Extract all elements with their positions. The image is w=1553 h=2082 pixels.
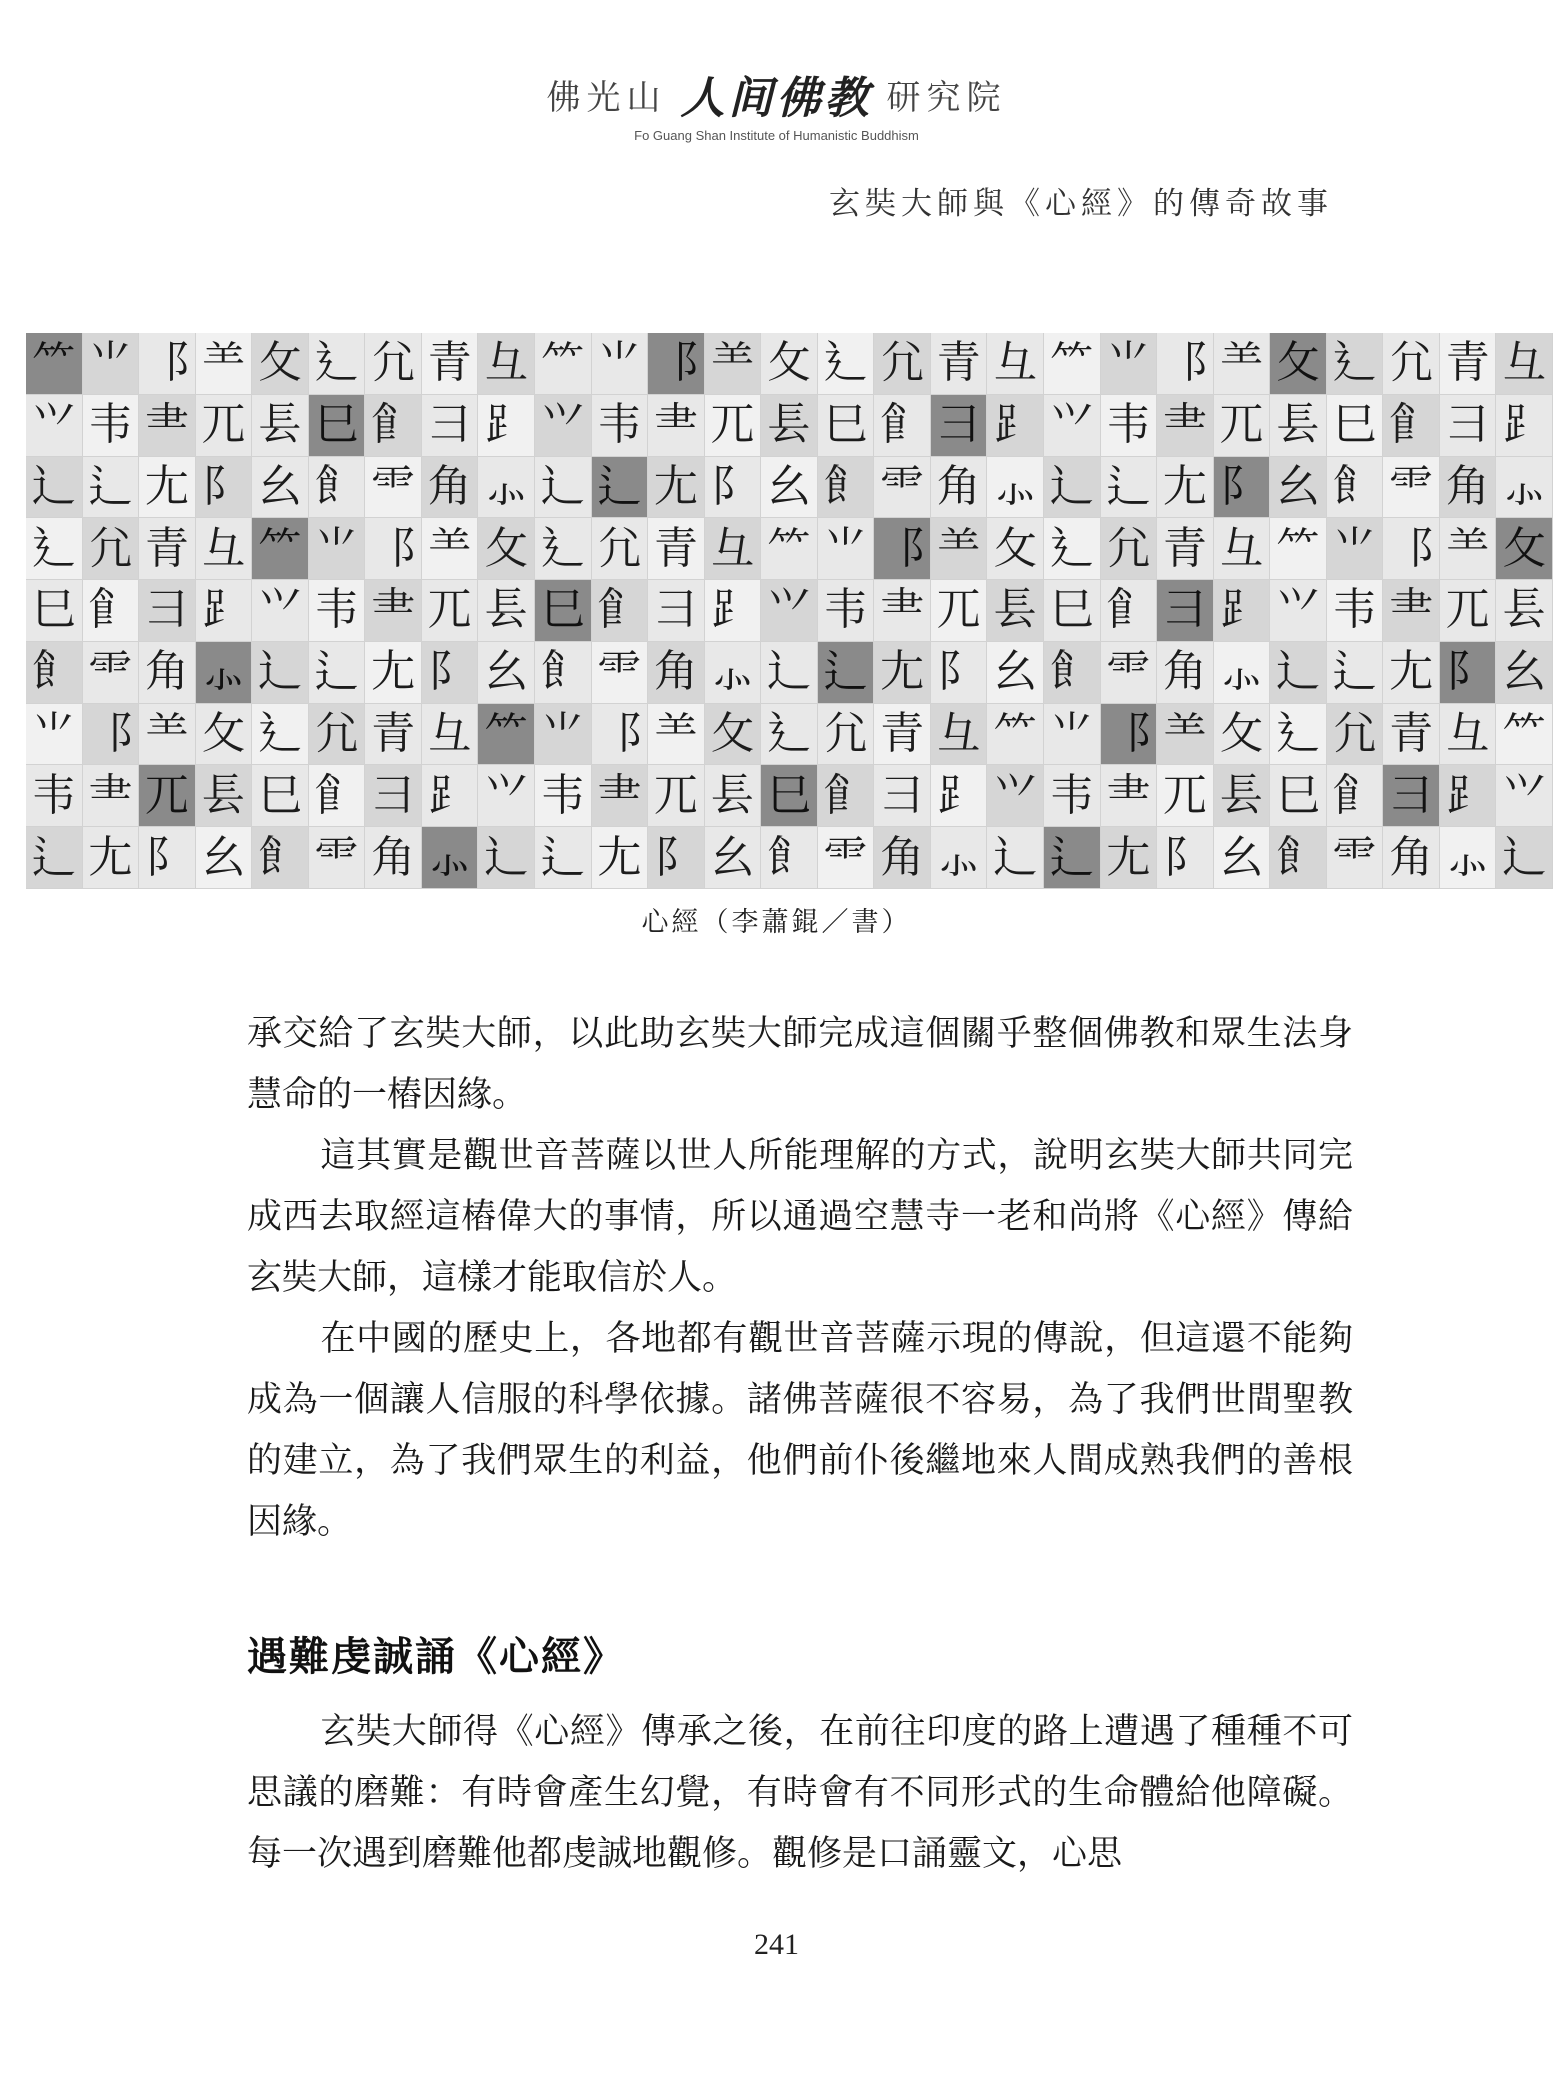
calligraphy-glyph: ⻏ — [1157, 333, 1214, 395]
calligraphy-glyph: ⺎ — [1214, 395, 1271, 457]
calligraphy-glyph: ⺮ — [535, 333, 592, 395]
calligraphy-glyph: ⻆ — [874, 827, 931, 889]
calligraphy-glyph: ⺍ — [1270, 580, 1327, 642]
calligraphy-glyph: ⻟ — [252, 827, 309, 889]
calligraphy-glyph: ⺙ — [1270, 333, 1327, 395]
calligraphy-glyph: ⻖ — [196, 457, 253, 519]
calligraphy-glyph: ⺓ — [761, 457, 818, 519]
calligraphy-glyph: ⺷ — [1214, 333, 1271, 395]
calligraphy-glyph: ⻙ — [535, 765, 592, 827]
institute-logo — [547, 62, 1007, 126]
calligraphy-glyph: ⺕ — [1157, 580, 1214, 642]
calligraphy-glyph: ⺻ — [1101, 765, 1158, 827]
calligraphy-glyph: ⻎ — [1044, 518, 1101, 580]
calligraphy-glyph: ⻌ — [1496, 827, 1553, 889]
calligraphy-glyph: ⻊ — [422, 765, 479, 827]
calligraphy-glyph: ⺓ — [705, 827, 762, 889]
calligraphy-glyph: ⺻ — [592, 765, 649, 827]
calligraphy-glyph: ⺗ — [422, 827, 479, 889]
calligraphy-glyph: ⻘ — [1440, 333, 1497, 395]
calligraphy-glyph: ⺷ — [648, 704, 705, 766]
calligraphy-glyph: ⻙ — [592, 395, 649, 457]
calligraphy-glyph: ⺮ — [987, 704, 1044, 766]
calligraphy-glyph: ⺕ — [648, 580, 705, 642]
calligraphy-glyph: ⻗ — [365, 457, 422, 519]
calligraphy-glyph: ⺓ — [478, 642, 535, 704]
calligraphy-glyph: ⻘ — [139, 518, 196, 580]
calligraphy-glyph: ⻎ — [818, 333, 875, 395]
calligraphy-glyph: ⺗ — [1440, 827, 1497, 889]
calligraphy-glyph: ⻎ — [309, 333, 366, 395]
calligraphy-glyph: ⺙ — [987, 518, 1044, 580]
calligraphy-glyph: ⺐ — [648, 457, 705, 519]
calligraphy-glyph: ⺒ — [818, 395, 875, 457]
calligraphy-glyph: ⻌ — [26, 457, 83, 519]
calligraphy-glyph: ⺔ — [1214, 518, 1271, 580]
calligraphy-glyph: ⺑ — [1101, 518, 1158, 580]
calligraphy-glyph: ⺐ — [83, 827, 140, 889]
calligraphy-glyph: ⻖ — [1214, 457, 1271, 519]
calligraphy-glyph: ⻘ — [422, 333, 479, 395]
calligraphy-glyph: ⺌ — [592, 333, 649, 395]
calligraphy-glyph: ⻍ — [1044, 827, 1101, 889]
calligraphy-glyph: ⻒ — [196, 765, 253, 827]
calligraphy-glyph: ⺑ — [83, 518, 140, 580]
calligraphy-glyph: ⻟ — [535, 642, 592, 704]
calligraphy-glyph: ⻆ — [365, 827, 422, 889]
calligraphy-glyph: ⺎ — [931, 580, 988, 642]
calligraphy-glyph: ⺗ — [1496, 457, 1553, 519]
calligraphy-glyph: ⻙ — [818, 580, 875, 642]
calligraphy-glyph: ⺙ — [1214, 704, 1271, 766]
calligraphy-glyph: ⺗ — [705, 642, 762, 704]
calligraphy-glyph: ⺐ — [874, 642, 931, 704]
calligraphy-glyph: ⻆ — [1440, 457, 1497, 519]
calligraphy-glyph: ⻌ — [1044, 457, 1101, 519]
calligraphy-glyph: ⻞ — [874, 395, 931, 457]
calligraphy-glyph: ⺔ — [196, 518, 253, 580]
header-subtitle: Fo Guang Shan Institute of Humanistic Buddhism — [634, 128, 919, 143]
calligraphy-glyph: ⻗ — [83, 642, 140, 704]
calligraphy-glyph: ⻍ — [818, 642, 875, 704]
calligraphy-glyph: ⻎ — [252, 704, 309, 766]
calligraphy-glyph: ⺗ — [931, 827, 988, 889]
calligraphy-glyph: ⻞ — [83, 580, 140, 642]
calligraphy-glyph: ⻎ — [1270, 704, 1327, 766]
calligraphy-glyph: ⻎ — [535, 518, 592, 580]
calligraphy-glyph: ⻘ — [1383, 704, 1440, 766]
calligraphy-glyph: ⻏ — [648, 333, 705, 395]
calligraphy-glyph: ⻎ — [1327, 333, 1384, 395]
calligraphy-glyph: ⻖ — [1157, 827, 1214, 889]
calligraphy-glyph: ⺔ — [987, 333, 1044, 395]
calligraphy-glyph: ⺌ — [535, 704, 592, 766]
calligraphy-glyph: ⺙ — [761, 333, 818, 395]
calligraphy-glyph: ⺎ — [139, 765, 196, 827]
calligraphy-glyph: ⻌ — [1270, 642, 1327, 704]
calligraphy-glyph: ⺮ — [26, 333, 83, 395]
calligraphy-glyph: ⺷ — [1157, 704, 1214, 766]
page-number: 241 — [754, 1928, 799, 1961]
calligraphy-glyph: ⻒ — [705, 765, 762, 827]
calligraphy-glyph: ⻒ — [478, 580, 535, 642]
paragraph: 這其實是觀世音菩薩以世人所能理解的方式，說明玄奘大師共同完成西去取經這樁偉大的事情，所以通過空慧寺一老和尚將《心經》傳給玄奘大師，這樣才能取信於人。 — [247, 1136, 1353, 1298]
calligraphy-glyph: ⻆ — [1157, 642, 1214, 704]
calligraphy-glyph: ⻞ — [365, 395, 422, 457]
calligraphy-glyph: ⺎ — [422, 580, 479, 642]
header-right-text: 研究院 — [886, 77, 1007, 118]
calligraphy-glyph: ⻟ — [818, 457, 875, 519]
calligraphy-glyph: ⻒ — [987, 580, 1044, 642]
calligraphy-glyph: ⺔ — [705, 518, 762, 580]
calligraphy-glyph: ⺙ — [705, 704, 762, 766]
calligraphy-glyph: ⺕ — [422, 395, 479, 457]
paragraph: 玄奘大師得《心經》傳承之後，在前往印度的路上遭遇了種種不可思議的磨難：有時會產生幻覺，有時會有不同形式的生命體給他障礙。每一次遇到磨難他都虔誠地觀修。觀修是口誦靈文，心思 — [247, 1712, 1353, 1874]
calligraphy-glyph: ⺷ — [196, 333, 253, 395]
calligraphy-glyph: ⺐ — [1157, 457, 1214, 519]
calligraphy-glyph: ⺑ — [818, 704, 875, 766]
calligraphy-glyph: ⺑ — [1327, 704, 1384, 766]
calligraphy-glyph: ⻊ — [1440, 765, 1497, 827]
calligraphy-glyph: ⺑ — [874, 333, 931, 395]
calligraphy-glyph: ⻙ — [1044, 765, 1101, 827]
calligraphy-glyph: ⺓ — [196, 827, 253, 889]
calligraphy-glyph: ⺷ — [422, 518, 479, 580]
calligraphy-glyph: ⺔ — [1440, 704, 1497, 766]
paragraph-continuation: 承交給了玄奘大師，以此助玄奘大師完成這個關乎整個佛教和眾生法身慧命的一樁因緣。 — [247, 1014, 1353, 1115]
calligraphy-glyph: ⺙ — [196, 704, 253, 766]
calligraphy-glyph: ⺌ — [1044, 704, 1101, 766]
calligraphy-glyph: ⺍ — [987, 765, 1044, 827]
calligraphy-glyph: ⻍ — [26, 827, 83, 889]
calligraphy-glyph: ⺮ — [1270, 518, 1327, 580]
calligraphy-glyph: ⺍ — [478, 765, 535, 827]
calligraphy-glyph: ⺒ — [1044, 580, 1101, 642]
calligraphy-glyph: ⺐ — [1383, 642, 1440, 704]
figure-caption: 心經（李蕭錕／書） — [641, 907, 912, 938]
calligraphy-glyph: ⺑ — [365, 333, 422, 395]
calligraphy-glyph: ⻘ — [1157, 518, 1214, 580]
calligraphy-glyph: ⻞ — [592, 580, 649, 642]
calligraphy-glyph: ⺗ — [196, 642, 253, 704]
seal-script-glyph-grid — [26, 333, 1553, 889]
calligraphy-glyph: ⺷ — [139, 704, 196, 766]
calligraphy-glyph: ⻆ — [648, 642, 705, 704]
calligraphy-glyph: ⺷ — [931, 518, 988, 580]
calligraphy-glyph: ⺐ — [139, 457, 196, 519]
calligraphy-glyph: ⻏ — [874, 518, 931, 580]
calligraphy-glyph: ⻊ — [931, 765, 988, 827]
calligraphy-glyph: ⺔ — [478, 333, 535, 395]
calligraphy-glyph: ⺙ — [252, 333, 309, 395]
calligraphy-glyph: ⺻ — [1383, 580, 1440, 642]
calligraphy-glyph: ⻘ — [648, 518, 705, 580]
calligraphy-glyph: ⺮ — [478, 704, 535, 766]
calligraphy-glyph: ⻒ — [252, 395, 309, 457]
calligraphy-glyph: ⺻ — [365, 580, 422, 642]
calligraphy-glyph: ⻆ — [422, 457, 479, 519]
calligraphy-glyph: ⺑ — [1383, 333, 1440, 395]
calligraphy-glyph: ⺐ — [1101, 827, 1158, 889]
calligraphy-glyph: ⻞ — [1101, 580, 1158, 642]
calligraphy-glyph: ⺎ — [705, 395, 762, 457]
calligraphy-glyph: ⻙ — [26, 765, 83, 827]
calligraphy-glyph: ⺓ — [1270, 457, 1327, 519]
calligraphy-glyph: ⺒ — [252, 765, 309, 827]
calligraphy-glyph: ⺓ — [987, 642, 1044, 704]
calligraphy-glyph: ⻖ — [648, 827, 705, 889]
calligraphy-glyph: ⻘ — [365, 704, 422, 766]
calligraphy-glyph: ⻍ — [535, 827, 592, 889]
calligraphy-glyph: ⻖ — [422, 642, 479, 704]
calligraphy-glyph: ⺌ — [818, 518, 875, 580]
calligraphy-glyph: ⺒ — [26, 580, 83, 642]
calligraphy-glyph: ⺮ — [761, 518, 818, 580]
calligraphy-glyph: ⺗ — [987, 457, 1044, 519]
calligraphy-glyph: ⺎ — [1157, 765, 1214, 827]
calligraphy-glyph: ⻌ — [478, 827, 535, 889]
calligraphy-glyph: ⻍ — [1327, 642, 1384, 704]
calligraphy-glyph: ⻊ — [987, 395, 1044, 457]
calligraphy-glyph: ⺻ — [83, 765, 140, 827]
calligraphy-glyph: ⻟ — [1327, 457, 1384, 519]
calligraphy-glyph: ⺕ — [139, 580, 196, 642]
header-brand-calligraphy: 人间佛教 — [680, 73, 873, 124]
calligraphy-glyph: ⻘ — [931, 333, 988, 395]
calligraphy-glyph: ⻘ — [874, 704, 931, 766]
calligraphy-glyph: ⻖ — [139, 827, 196, 889]
calligraphy-glyph: ⺌ — [1327, 518, 1384, 580]
calligraphy-glyph: ⺔ — [422, 704, 479, 766]
calligraphy-glyph: ⻊ — [1496, 395, 1553, 457]
calligraphy-glyph: ⺓ — [1496, 642, 1553, 704]
calligraphy-glyph: ⺑ — [309, 704, 366, 766]
calligraphy-glyph: ⺕ — [874, 765, 931, 827]
calligraphy-glyph: ⺌ — [309, 518, 366, 580]
calligraphy-glyph: ⺕ — [1383, 765, 1440, 827]
paragraph: 在中國的歷史上，各地都有觀世音菩薩示現的傳說，但這還不能夠成為一個讓人信服的科學依據。諸佛菩薩很不容易，為了我們世間聖教的建立，為了我們眾生的利益，他們前仆後繼地來人間成熟我們的善根因緣。 — [247, 1319, 1353, 1542]
calligraphy-glyph: ⺙ — [478, 518, 535, 580]
calligraphy-glyph: ⻊ — [196, 580, 253, 642]
calligraphy-glyph: ⻗ — [818, 827, 875, 889]
calligraphy-glyph: ⺍ — [1044, 395, 1101, 457]
calligraphy-glyph: ⻟ — [26, 642, 83, 704]
calligraphy-glyph: ⺻ — [139, 395, 196, 457]
calligraphy-glyph: ⺒ — [535, 580, 592, 642]
calligraphy-glyph: ⻒ — [1214, 765, 1271, 827]
calligraphy-glyph: ⻙ — [309, 580, 366, 642]
calligraphy-glyph: ⻟ — [1270, 827, 1327, 889]
calligraphy-glyph: ⻗ — [309, 827, 366, 889]
body-text-top — [247, 1004, 1353, 1553]
calligraphy-glyph: ⻒ — [1270, 395, 1327, 457]
calligraphy-glyph: ⻆ — [1383, 827, 1440, 889]
calligraphy-glyph: ⺑ — [592, 518, 649, 580]
calligraphy-glyph: ⺒ — [1270, 765, 1327, 827]
calligraphy-glyph: ⻙ — [1101, 395, 1158, 457]
calligraphy-glyph: ⻞ — [1327, 765, 1384, 827]
page-header — [0, 62, 1553, 143]
calligraphy-glyph: ⺗ — [1214, 642, 1271, 704]
calligraphy-glyph: ⺒ — [761, 765, 818, 827]
calligraphy-glyph: ⺮ — [252, 518, 309, 580]
calligraphy-glyph: ⺻ — [1157, 395, 1214, 457]
calligraphy-glyph: ⻏ — [1383, 518, 1440, 580]
calligraphy-glyph: ⺻ — [648, 395, 705, 457]
calligraphy-glyph: ⺌ — [83, 333, 140, 395]
calligraphy-glyph: ⻎ — [26, 518, 83, 580]
calligraphy-glyph: ⺍ — [761, 580, 818, 642]
calligraphy-glyph: ⻊ — [478, 395, 535, 457]
calligraphy-glyph: ⻊ — [705, 580, 762, 642]
calligraphy-glyph: ⻖ — [931, 642, 988, 704]
calligraphy-glyph: ⻞ — [1383, 395, 1440, 457]
calligraphy-glyph: ⻍ — [592, 457, 649, 519]
calligraphy-glyph: ⻞ — [309, 765, 366, 827]
calligraphy-glyph: ⺔ — [931, 704, 988, 766]
calligraphy-glyph: ⻍ — [1101, 457, 1158, 519]
calligraphy-glyph: ⺗ — [478, 457, 535, 519]
header-left-text: 佛光山 — [546, 77, 667, 118]
calligraphy-glyph: ⺍ — [26, 395, 83, 457]
calligraphy-glyph: ⻏ — [1101, 704, 1158, 766]
calligraphy-glyph: ⻍ — [83, 457, 140, 519]
calligraphy-glyph: ⺒ — [1327, 395, 1384, 457]
body-text-section — [247, 1702, 1353, 1885]
calligraphy-glyph: ⻗ — [1383, 457, 1440, 519]
calligraphy-glyph: ⻌ — [252, 642, 309, 704]
calligraphy-glyph: ⺌ — [1101, 333, 1158, 395]
calligraphy-glyph: ⺍ — [535, 395, 592, 457]
calligraphy-glyph: ⺐ — [365, 642, 422, 704]
calligraphy-glyph: ⻏ — [83, 704, 140, 766]
calligraphy-glyph: ⻖ — [1440, 642, 1497, 704]
calligraphy-glyph: ⺕ — [1440, 395, 1497, 457]
calligraphy-glyph: ⺎ — [196, 395, 253, 457]
calligraphy-glyph: ⺎ — [648, 765, 705, 827]
calligraphy-glyph: ⺍ — [1496, 765, 1553, 827]
calligraphy-glyph: ⻒ — [1496, 580, 1553, 642]
calligraphy-glyph: ⺓ — [1214, 827, 1271, 889]
calligraphy-glyph: ⺮ — [1044, 333, 1101, 395]
calligraphy-glyph: ⺕ — [931, 395, 988, 457]
running-chapter-title: 玄奘大師與《心經》的傳奇故事 — [829, 186, 1333, 222]
calligraphy-glyph: ⺮ — [1496, 704, 1553, 766]
heart-sutra-calligraphy-image — [26, 333, 1553, 889]
calligraphy-glyph: ⺒ — [309, 395, 366, 457]
calligraphy-glyph: ⻌ — [761, 642, 818, 704]
calligraphy-glyph: ⻞ — [818, 765, 875, 827]
calligraphy-glyph: ⻍ — [309, 642, 366, 704]
calligraphy-glyph: ⺐ — [592, 827, 649, 889]
calligraphy-glyph: ⺓ — [252, 457, 309, 519]
calligraphy-glyph: ⻟ — [1044, 642, 1101, 704]
calligraphy-glyph: ⺕ — [365, 765, 422, 827]
calligraphy-glyph: ⻗ — [592, 642, 649, 704]
calligraphy-glyph: ⻎ — [761, 704, 818, 766]
calligraphy-glyph: ⻟ — [309, 457, 366, 519]
calligraphy-glyph: ⻟ — [761, 827, 818, 889]
calligraphy-glyph: ⺙ — [1496, 518, 1553, 580]
calligraphy-glyph: ⻆ — [931, 457, 988, 519]
calligraphy-glyph: ⻆ — [139, 642, 196, 704]
calligraphy-glyph: ⺎ — [1440, 580, 1497, 642]
calligraphy-glyph: ⻌ — [535, 457, 592, 519]
calligraphy-glyph: ⻗ — [874, 457, 931, 519]
calligraphy-glyph: ⻒ — [761, 395, 818, 457]
calligraphy-glyph: ⻌ — [987, 827, 1044, 889]
calligraphy-glyph: ⺌ — [26, 704, 83, 766]
calligraphy-glyph: ⺻ — [874, 580, 931, 642]
calligraphy-glyph: ⻖ — [705, 457, 762, 519]
calligraphy-glyph: ⻗ — [1101, 642, 1158, 704]
calligraphy-glyph: ⻏ — [592, 704, 649, 766]
calligraphy-glyph: ⺷ — [1440, 518, 1497, 580]
calligraphy-glyph: ⻙ — [1327, 580, 1384, 642]
calligraphy-glyph: ⺷ — [705, 333, 762, 395]
calligraphy-glyph: ⻏ — [365, 518, 422, 580]
calligraphy-glyph: ⻊ — [1214, 580, 1271, 642]
calligraphy-glyph: ⻏ — [139, 333, 196, 395]
calligraphy-glyph: ⺍ — [252, 580, 309, 642]
calligraphy-glyph: ⺔ — [1496, 333, 1553, 395]
section-heading: 遇難虔誠誦《心經》 — [247, 1633, 625, 1680]
calligraphy-glyph: ⻗ — [1327, 827, 1384, 889]
calligraphy-glyph: ⻙ — [83, 395, 140, 457]
